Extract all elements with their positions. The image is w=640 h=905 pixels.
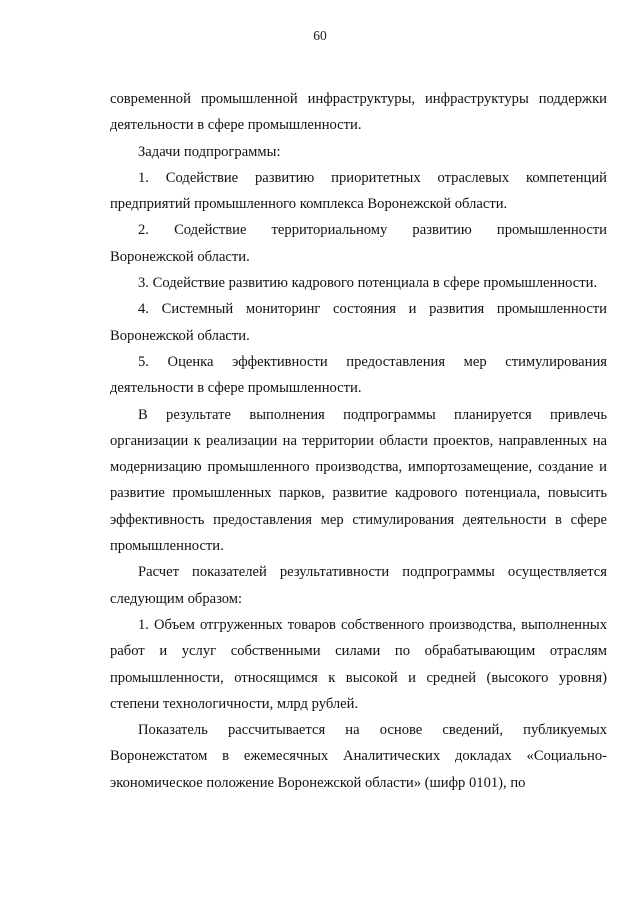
document-body — [110, 86, 607, 796]
paragraph-task-3: 3. Содействие развитию кадрового потенциала в сфере промышленности. — [138, 275, 598, 292]
paragraph-indicator-1: 1. Объем отгруженных товаров собственного производства, выполненных работ и услуг собственными силами по обрабатывающим отраслям промышленности, относящимся к высокой и средней (высокого уровня) степени технологичности, млрд рублей. — [110, 616, 607, 712]
paragraph-indicator-source: Показатель рассчитывается на основе сведений, публикуемых Воронежстатом в ежемесячных Аналитических докладах «Социально-экономическое положение Воронежской области» (шифр 0101), по — [110, 722, 607, 791]
paragraph-continuation: современной промышленной инфраструктуры, инфраструктуры поддержки деятельности в сфере промышленности. — [110, 91, 607, 134]
page-number: 60 — [313, 28, 327, 43]
paragraph-task-5: 5. Оценка эффективности предоставления мер стимулирования деятельности в сфере промышленности. — [110, 353, 607, 397]
paragraph-results: В результате выполнения подпрограммы планируется привлечь организации к реализации на территории области проектов, направленных на модернизацию промышленного производства, импортозамещение, создание и развитие промышленных парков, развитие кадрового потенциала, повысить эффективность предоставления мер стимулирования деятельности в сфере промышленности. — [110, 406, 607, 555]
paragraph-tasks-heading: Задачи подпрограммы: — [138, 143, 281, 160]
paragraph-task-4: 4. Системный мониторинг состояния и развития промышленности Воронежской области. — [110, 301, 607, 344]
paragraph-task-2: 2. Содействие территориальному развитию промышленности Воронежской области. — [110, 222, 607, 265]
paragraph-calculation-intro: Расчет показателей результативности подпрограммы осуществляется следующим образом: — [110, 564, 607, 607]
paragraph-task-1: 1. Содействие развитию приоритетных отраслевых компетенций предприятий промышленного комплекса Воронежской области. — [110, 169, 607, 213]
